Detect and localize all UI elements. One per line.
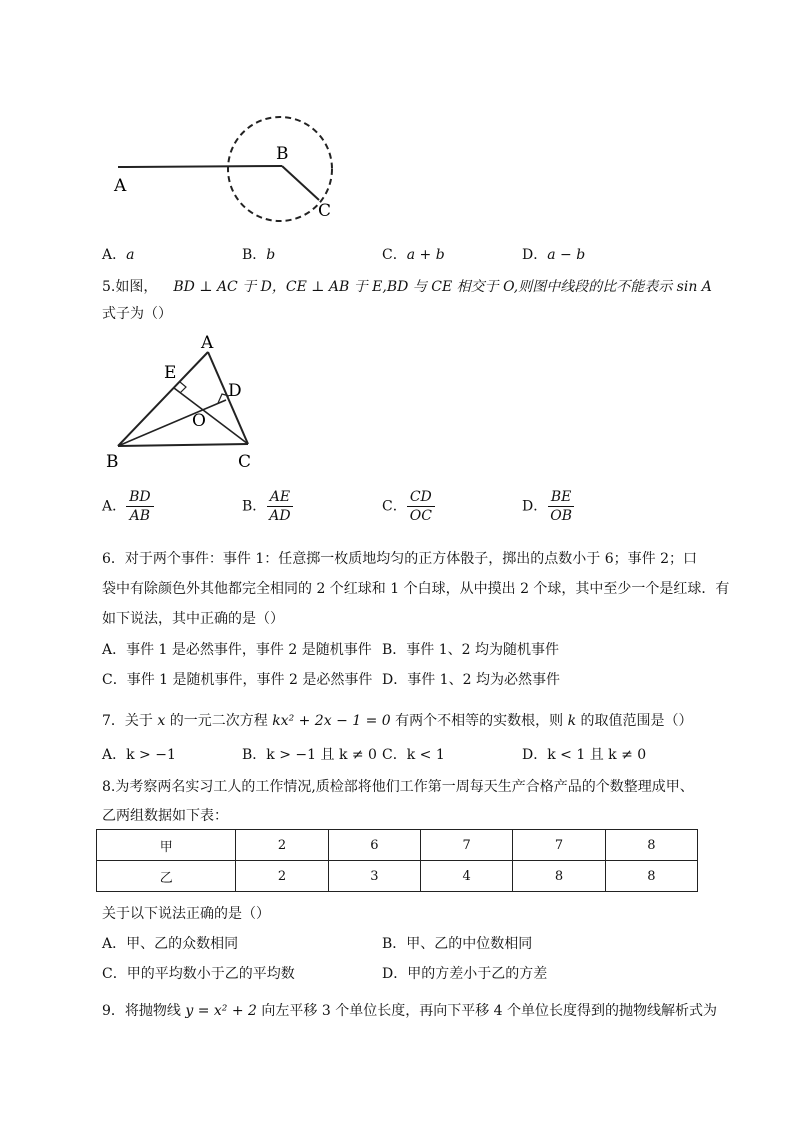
q5-option-b[interactable]: B． $\frac{AE}{AD}$ [242,488,294,525]
q4-option-b[interactable]: B．b [242,247,276,263]
label-b: B [276,144,289,164]
table-cell: 8 [605,861,697,892]
fraction: $\frac{CD}{OC}$ [407,488,435,525]
q6-option-a[interactable]: A．事件 1 是必然事件，事件 2 是随机事件 [102,642,372,658]
side-ab [118,352,208,446]
q7-option-c[interactable]: C．k < 1 [382,747,445,763]
q8-option-a[interactable]: A．甲、乙的众数相同 [102,936,239,952]
label-c: C [238,452,252,472]
q8-stem-line1: 8.为考察两名实习工人的工作情况,质检部将他们工作第一周每天生产合格产品的个数整理成甲、 [102,779,694,795]
q8-option-c[interactable]: C．甲的平均数小于乙的平均数 [102,966,295,982]
table-cell: 6 [328,830,420,861]
q5-option-a[interactable]: A． $\frac{BD}{AB}$ [102,488,154,525]
q9-stem: 9．将抛物线 y = x² + 2 向左平移 3 个单位长度，再向下平移 4 个单位长度得到的抛物线解析式为 [102,1003,718,1019]
label-d: D [228,381,242,401]
q6-option-d[interactable]: D．事件 1、2 均为必然事件 [382,672,560,688]
q5-stem-line1: 5.如图， BD ⊥ AC 于 D，CE ⊥ AB 于 E,BD 与 CE 相交于 O,则图中线段的比不能表示 sin A [102,279,712,295]
q6-option-c[interactable]: C．事件 1 是随机事件，事件 2 是必然事件 [102,672,373,688]
figure-q4 [100,110,350,230]
table-cell: 7 [421,830,513,861]
q6-stem-line3: 如下说法，其中正确的是（） [102,611,284,627]
label-a: A [114,176,127,196]
q6-option-b[interactable]: B．事件 1、2 均为随机事件 [382,642,560,658]
q5-option-d[interactable]: D． $\frac{BE}{OB}$ [522,488,575,525]
q7-option-a[interactable]: A．k > −1 [102,747,176,763]
data-table [96,829,698,892]
label-a: A [201,333,214,353]
fraction: $\frac{BE}{OB}$ [547,488,575,525]
q7-option-b[interactable]: B．k > −1 且 k ≠ 0 [242,747,377,763]
dashed-circle [228,117,332,221]
segment-ab [118,166,282,167]
q8-option-b[interactable]: B．甲、乙的中位数相同 [382,936,533,952]
row-header: 甲 [97,830,236,861]
q4-option-d[interactable]: D．a − b [522,247,586,263]
table-cell: 4 [421,861,513,892]
table-cell: 8 [605,830,697,861]
right-angle-e [180,382,186,393]
fraction: $\frac{BD}{AB}$ [126,488,154,525]
label-b: B [106,452,119,472]
q4-option-a[interactable]: A．a [102,247,135,263]
figure-q5 [100,330,270,475]
fraction: $\frac{AE}{AD}$ [266,488,293,525]
table-row [97,830,698,861]
table-cell: 3 [328,861,420,892]
table-cell: 8 [513,861,605,892]
label-e: E [164,363,177,383]
segment-bc [282,166,319,200]
q8-stem-line2: 乙两组数据如下表： [102,808,228,824]
q8-option-d[interactable]: D．甲的方差小于乙的方差 [382,966,548,982]
q5-option-c[interactable]: C． $\frac{CD}{OC}$ [382,488,435,525]
side-bc [118,444,248,446]
q7-stem: 7．关于 x 的一元二次方程 kx² + 2x − 1 = 0 有两个不相等的实数根，则 k 的取值范围是（） [102,713,693,729]
table-row [97,861,698,892]
table-cell: 2 [236,830,328,861]
row-header: 乙 [97,861,236,892]
q4-option-c[interactable]: C．a + b [382,247,445,263]
segment-bd [118,400,226,446]
table-cell: 2 [236,861,328,892]
label-o: O [192,411,206,431]
q8-after-table: 关于以下说法正确的是（） [102,906,270,922]
label-c: C [318,201,332,221]
q5-stem-line2: 式子为（） [102,306,172,322]
q6-stem-line2: 袋中有除颜色外其他都完全相同的 2 个红球和 1 个白球，从中摸出 2 个球，其中至少一个是红球．有 [102,581,730,597]
q7-option-d[interactable]: D．k < 1 且 k ≠ 0 [522,747,647,763]
q6-stem-line1: 6．对于两个事件：事件 1：任意掷一枚质地均匀的正方体骰子，掷出的点数小于 6；事件 2；口 [102,551,697,567]
table-cell: 7 [513,830,605,861]
